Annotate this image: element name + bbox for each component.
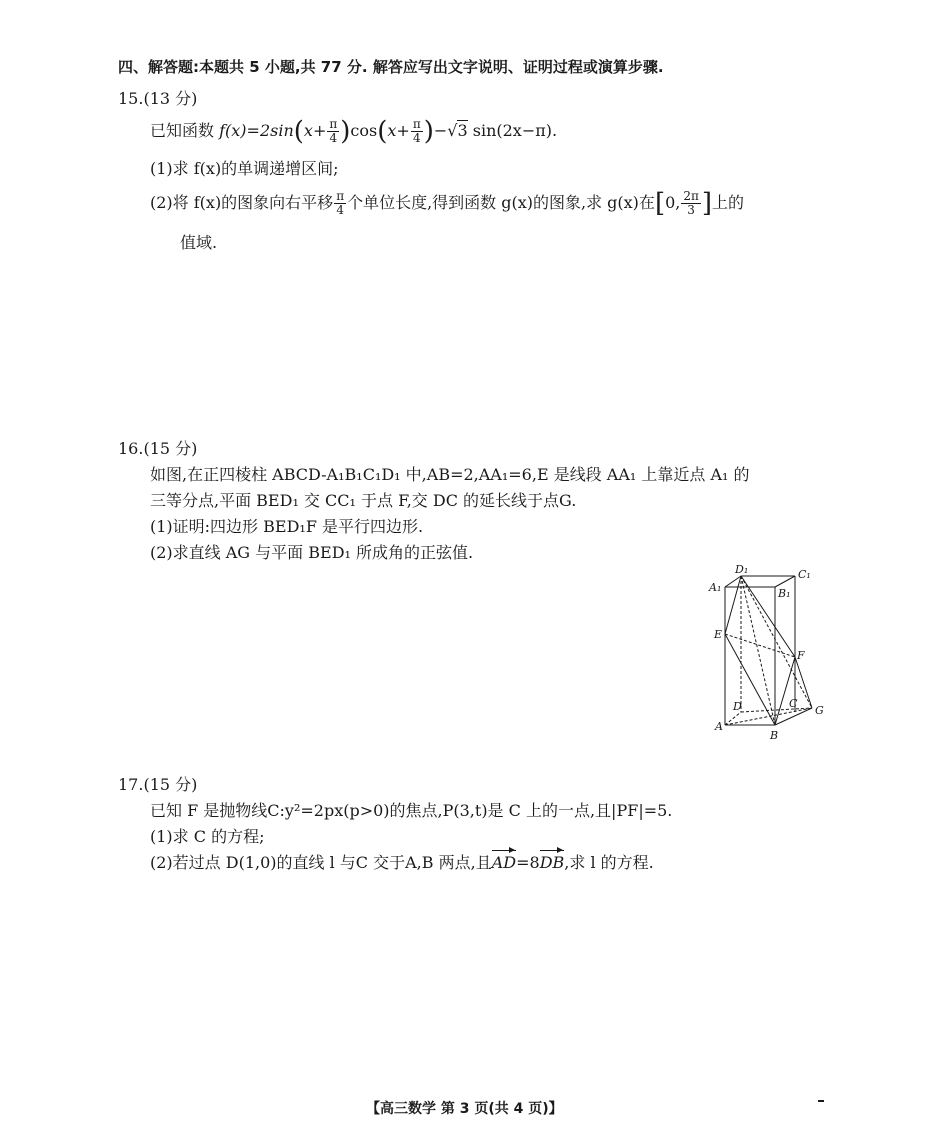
q15-minus: − <box>433 121 448 140</box>
label-a1: A₁ <box>709 581 722 594</box>
q16-line1: 如图,在正四棱柱 ABCD-A₁B₁C₁D₁ 中,AB=2,AA₁=6,E 是线段 AA₁ 上靠近点 A₁ 的 <box>150 465 750 484</box>
bracket-open: [ <box>654 188 666 219</box>
label-e: E <box>714 628 723 641</box>
q15-part2-a: (2)将 f(x)的图象向右平移 <box>150 193 334 212</box>
q15-number: 15. <box>118 89 144 108</box>
pi-over-4-b: $\frac{\pi}{4}$ <box>412 117 421 145</box>
q15-cos: cos <box>350 121 378 140</box>
line-d1-g <box>741 576 812 708</box>
corner-mark <box>818 1100 824 1102</box>
sqrt3: 3 <box>457 121 468 140</box>
vector-ad: AD <box>491 853 517 872</box>
label-d: D <box>733 700 742 713</box>
q17-part2-a: (2)若过点 D(1,0)的直线 l 与C 交于A,B 两点,且 <box>150 853 492 872</box>
bracket-close: ] <box>701 188 713 219</box>
section-heading: 四、解答题:本题共 5 小题,共 77 分. 解答应写出文字说明、证明过程或演算步骤. <box>118 58 664 76</box>
q16-number: 16. <box>118 439 144 458</box>
edge-b-g <box>775 708 812 725</box>
q15-part2-d: 值域. <box>180 233 218 252</box>
edge-e-d1 <box>725 576 741 634</box>
edge-f-g <box>795 657 812 708</box>
q15-stem-x1: x+ <box>303 121 327 140</box>
q17-header <box>118 772 197 795</box>
sqrt-sign: √ <box>447 121 458 140</box>
edge-f-b <box>775 657 795 725</box>
label-b: B <box>770 729 779 742</box>
label-c: C <box>789 697 798 710</box>
label-c1: C₁ <box>798 568 811 581</box>
q16-part1: (1)证明:四边形 BED₁F 是平行四边形. <box>150 517 424 536</box>
q16-part2: (2)求直线 AG 与平面 BED₁ 所成角的正弦值. <box>150 543 474 562</box>
q15-part2 <box>150 186 744 221</box>
diag-d1-b <box>741 576 775 725</box>
q15-header <box>118 86 197 109</box>
q15-stem-func: f(x)=2sin <box>219 121 294 140</box>
q17-part2 <box>150 850 654 873</box>
q16-points: (15 分) <box>143 439 198 458</box>
pi-over-4-c: $\frac{\pi}{4}$ <box>336 189 345 217</box>
q15-stem-tail: sin(2x−π). <box>472 121 558 140</box>
q15-points: (13 分) <box>143 89 198 108</box>
q15-part1: (1)求 f(x)的单调递增区间; <box>150 159 339 178</box>
q15-part2-c: 上的 <box>712 193 745 212</box>
q15-stem <box>150 114 557 149</box>
vector-db: DB <box>539 853 565 872</box>
label-d1: D₁ <box>735 563 749 576</box>
label-f: F <box>797 649 805 662</box>
pi-over-4-a: $\frac{\pi}{4}$ <box>329 117 338 145</box>
paren-open: ( <box>293 116 304 147</box>
q17-points: (15 分) <box>143 775 198 794</box>
q16-line2: 三等分点,平面 BED₁ 交 CC₁ 于点 F,交 DC 的延长线于点G. <box>150 491 577 510</box>
q17-eq8: =8 <box>516 853 540 872</box>
paren-close-2: ) <box>423 116 434 147</box>
edge-a-d <box>725 712 741 725</box>
q17-number: 17. <box>118 775 144 794</box>
paren-open-2: ( <box>377 116 388 147</box>
interval-zero: 0, <box>665 193 681 212</box>
label-g: G <box>815 704 824 717</box>
paren-close: ) <box>340 116 351 147</box>
q15-stem-x2: x+ <box>387 121 410 140</box>
label-a: A <box>715 720 723 733</box>
q16-header <box>118 436 197 459</box>
q15-stem-prefix: 已知函数 <box>150 121 215 140</box>
q17-part2-b: ,求 l 的方程. <box>564 853 654 872</box>
label-b1: B₁ <box>778 587 791 600</box>
q17-line1: 已知 F 是抛物线C:y²=2px(p>0)的焦点,P(3,t)是 C 上的一点,且|PF|=5. <box>150 801 673 820</box>
q15-part2-b: 个单位长度,得到函数 g(x)的图象,求 g(x)在 <box>347 193 655 212</box>
page-footer: 【高三数学 第 3 页(共 4 页)】 <box>366 1101 563 1117</box>
edge-c1-b1 <box>775 576 795 587</box>
q17-part1: (1)求 C 的方程; <box>150 827 265 846</box>
two-pi-over-3: $\frac{2\pi}{3}$ <box>683 189 699 217</box>
prism-figure <box>698 560 838 750</box>
